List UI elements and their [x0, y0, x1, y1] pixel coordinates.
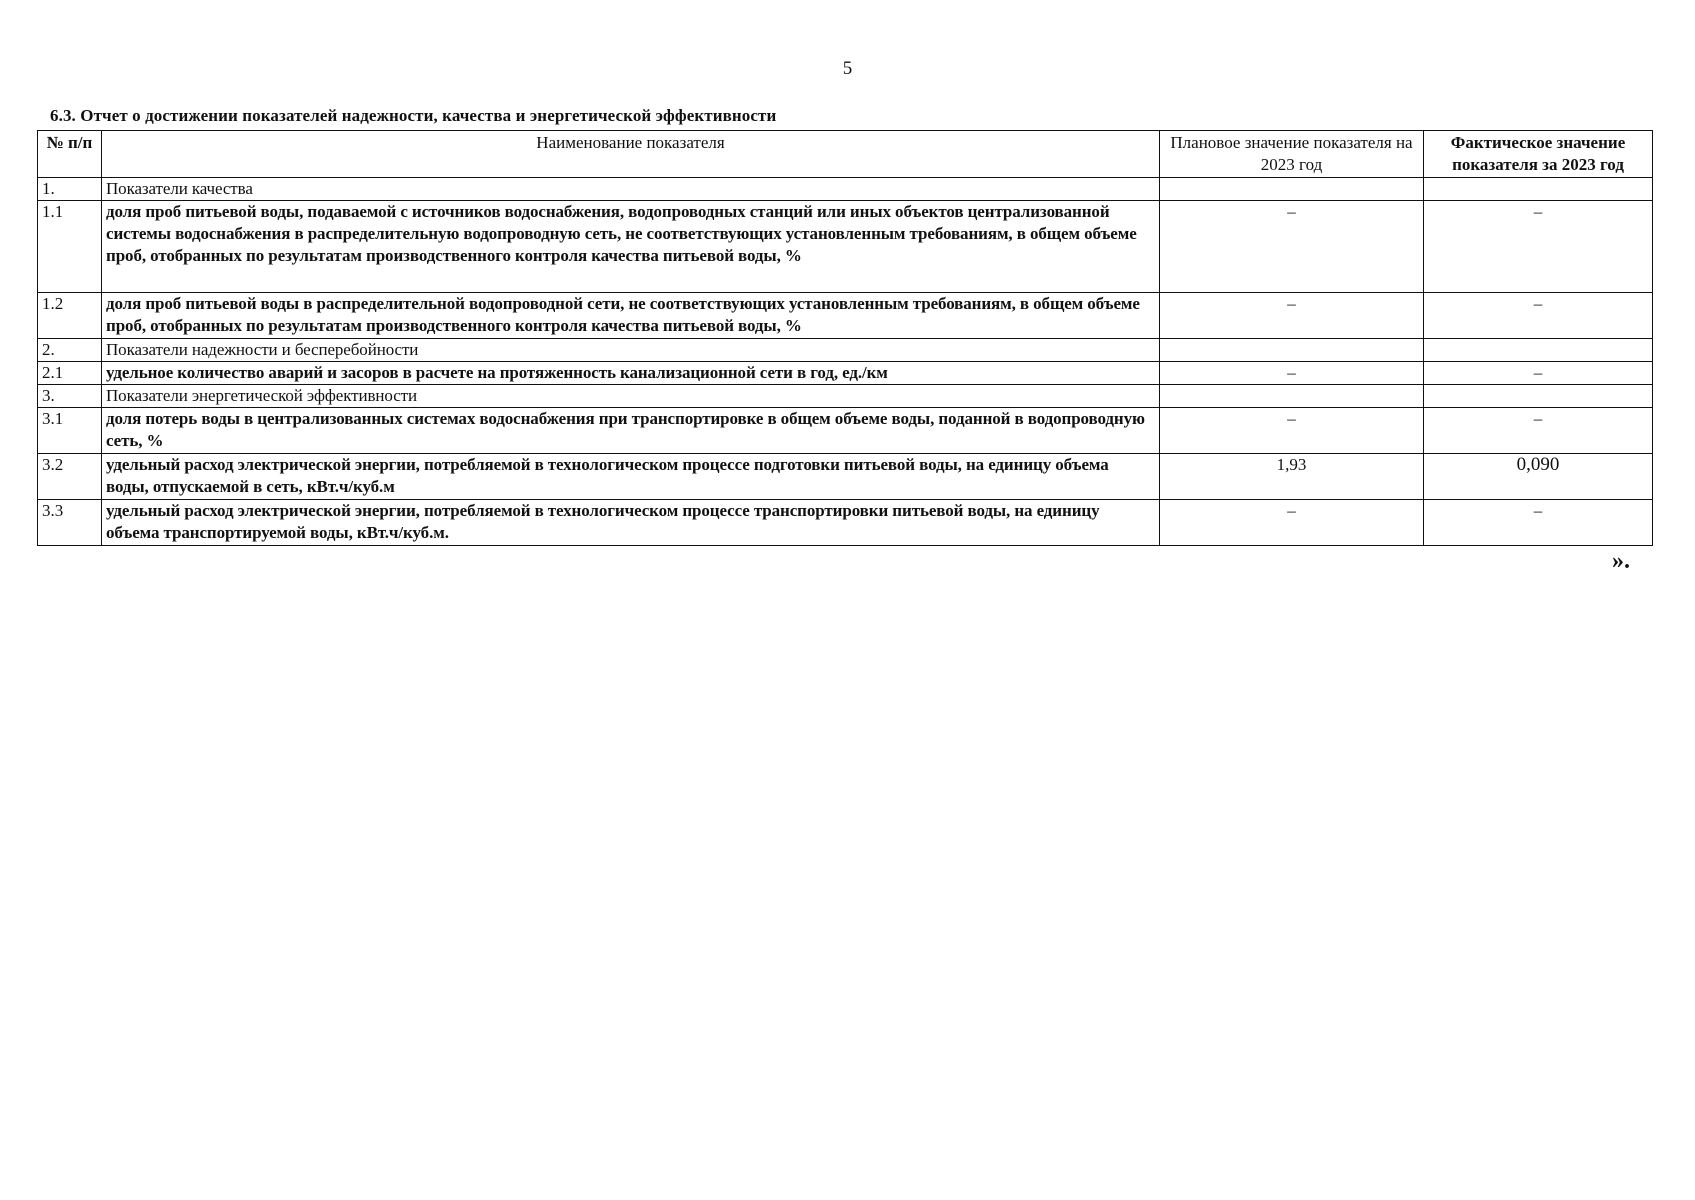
row-number: 1.1 [38, 201, 102, 293]
indicators-table [37, 130, 1653, 546]
row-name: удельное количество аварий и засоров в расчете на протяженность канализационной сети в год, ед./км [102, 362, 1160, 385]
row-number: 2. [38, 339, 102, 362]
header-plan: Плановое значение показателя на 2023 год [1160, 131, 1424, 178]
table-row [38, 454, 1653, 500]
row-plan [1160, 385, 1424, 408]
row-fact: – [1424, 500, 1653, 546]
row-plan: – [1160, 362, 1424, 385]
closing-quote-mark: ». [1612, 548, 1630, 574]
row-fact [1424, 385, 1653, 408]
row-number: 3.2 [38, 454, 102, 500]
row-number: 2.1 [38, 362, 102, 385]
table-row [38, 362, 1653, 385]
row-plan: – [1160, 408, 1424, 454]
table-row [38, 339, 1653, 362]
row-plan: – [1160, 201, 1424, 293]
row-plan [1160, 339, 1424, 362]
row-fact: – [1424, 362, 1653, 385]
row-name: доля проб питьевой воды, подаваемой с источников водоснабжения, водопроводных станций или иных объектов централизованной системы водоснабжения в распределительную водопроводную сеть, не соответствующих установленным требованиям, в общем объеме проб, отобранных по результатам производственного контроля качества питьевой воды, % [102, 201, 1160, 293]
section-title: 6.3. Отчет о достижении показателей надежности, качества и энергетической эффективности [50, 106, 777, 125]
header-number: № п/п [38, 131, 102, 178]
table-row [38, 408, 1653, 454]
row-name: Показатели качества [102, 178, 1160, 201]
table-row [38, 293, 1653, 339]
table-row [38, 385, 1653, 408]
row-plan [1160, 178, 1424, 201]
row-name: доля проб питьевой воды в распределительной водопроводной сети, не соответствующих установленным требованиям, в общем объеме проб, отобранных по результатам производственного контроля качества питьевой воды, % [102, 293, 1160, 339]
table-header-row [38, 131, 1653, 178]
row-number: 1.2 [38, 293, 102, 339]
row-name: удельный расход электрической энергии, потребляемой в технологическом процессе подготовки питьевой воды, на единицу объема воды, отпускаемой в сеть, кВт.ч/куб.м [102, 454, 1160, 500]
row-fact [1424, 178, 1653, 201]
row-fact: – [1424, 293, 1653, 339]
row-fact: – [1424, 408, 1653, 454]
row-plan: – [1160, 500, 1424, 546]
row-fact: – [1424, 201, 1653, 293]
row-fact: 0,090 [1424, 454, 1653, 500]
header-name: Наименование показателя [102, 131, 1160, 178]
page-number: 5 [842, 58, 853, 79]
table-row [38, 178, 1653, 201]
row-number: 3.1 [38, 408, 102, 454]
row-name: доля потерь воды в централизованных системах водоснабжения при транспортировке в общем объеме воды, поданной в водопроводную сеть, % [102, 408, 1160, 454]
table-row [38, 201, 1653, 293]
row-name: Показатели энергетической эффективности [102, 385, 1160, 408]
row-number: 1. [38, 178, 102, 201]
row-name: Показатели надежности и бесперебойности [102, 339, 1160, 362]
row-plan: 1,93 [1160, 454, 1424, 500]
row-number: 3.3 [38, 500, 102, 546]
row-number: 3. [38, 385, 102, 408]
row-plan: – [1160, 293, 1424, 339]
header-fact: Фактическое значение показателя за 2023 год [1424, 131, 1653, 178]
table-row [38, 500, 1653, 546]
row-fact [1424, 339, 1653, 362]
row-name: удельный расход электрической энергии, потребляемой в технологическом процессе транспортировки питьевой воды, на единицу объема транспортируемой воды, кВт.ч/куб.м. [102, 500, 1160, 546]
